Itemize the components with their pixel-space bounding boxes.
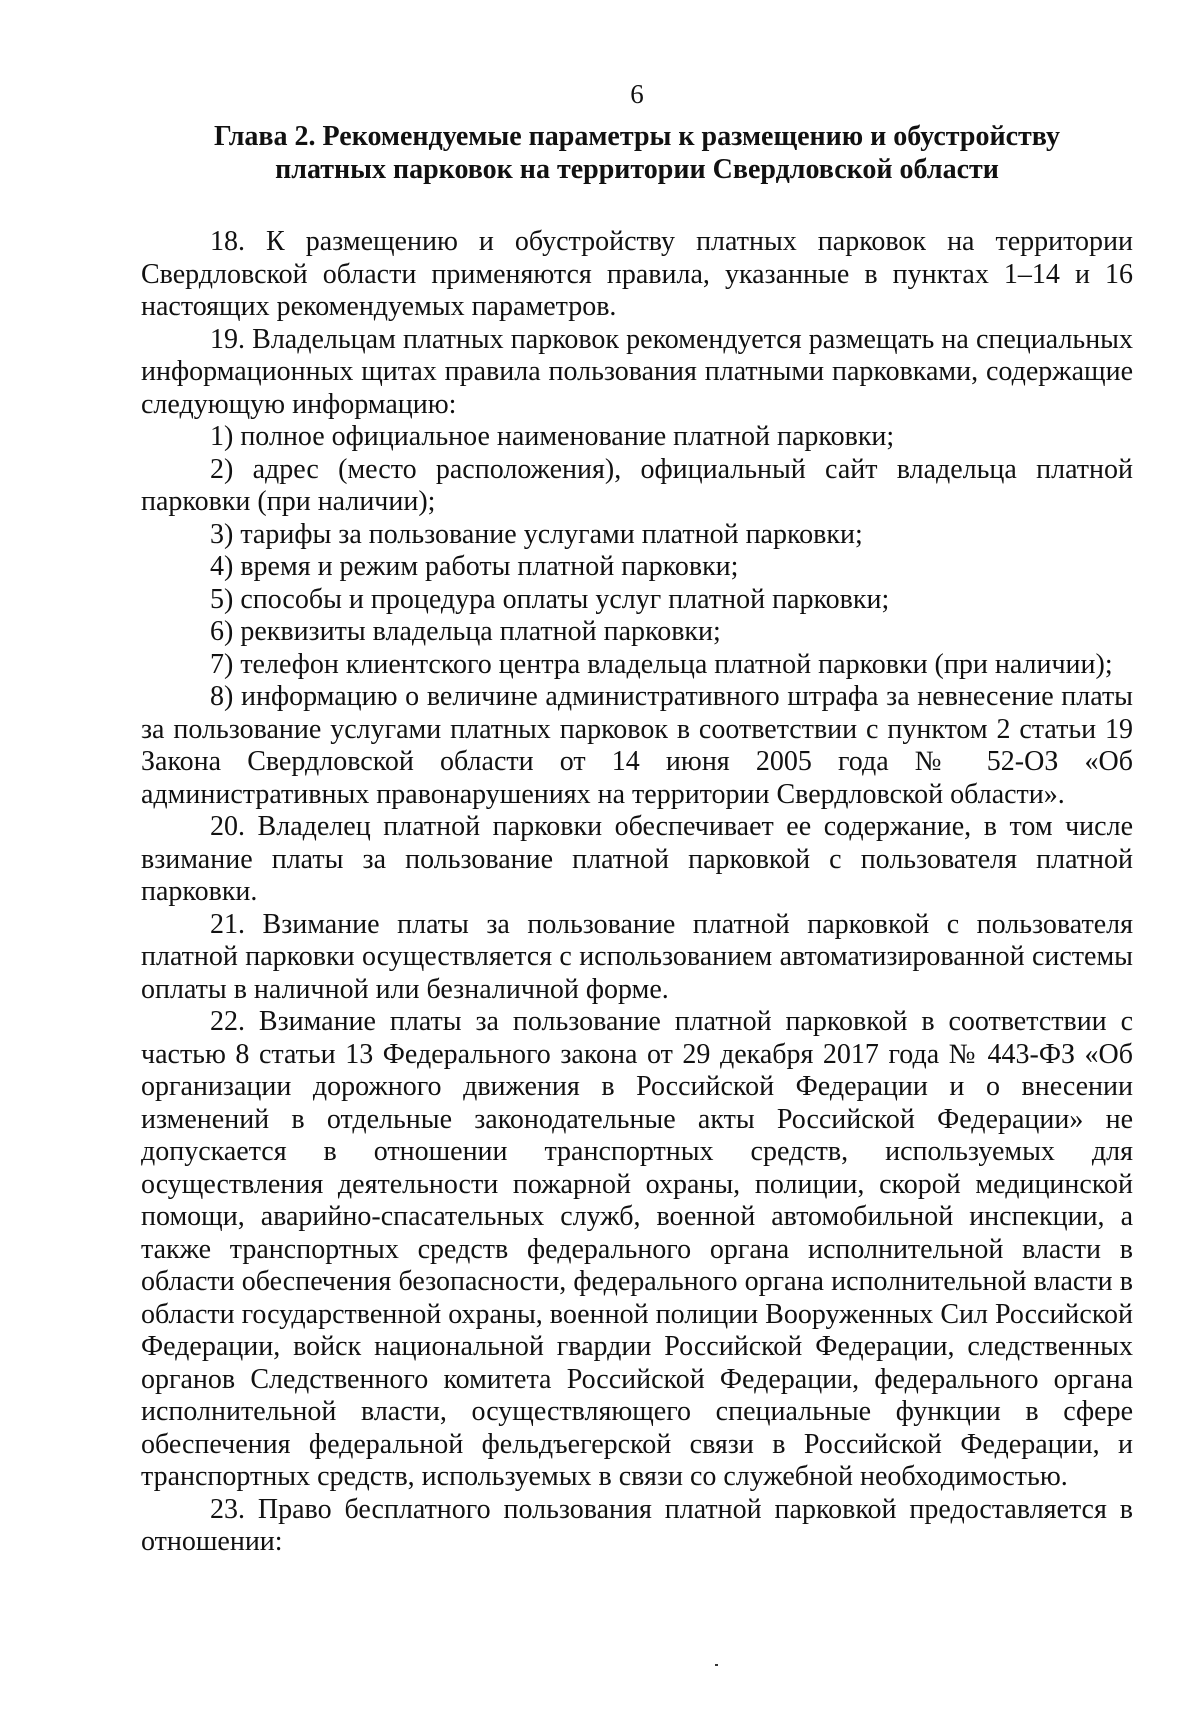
list-item-7: 7) телефон клиентского центра владельца платной парковки (при наличии); — [210, 648, 1113, 680]
list-item-3: 3) тарифы за пользование услугами платной парковки; — [210, 518, 863, 550]
list-item-6: 6) реквизиты владельца платной парковки; — [210, 616, 721, 647]
document-page — [141, 78, 1133, 1559]
paragraph-23: 23. Право бесплатного пользования платной парковкой предоставляется в отношении: — [141, 1493, 1133, 1557]
chapter-title — [141, 120, 1133, 186]
paragraph-21: 21. Взимание платы за пользование платной парковкой с пользователя платной парковки осуществляется с использованием автоматизированной системы оплаты в наличной или безналичной форме. — [141, 908, 1133, 1005]
document-body — [141, 226, 1133, 1559]
page-number: 6 — [630, 79, 644, 109]
list-item-2: 2) адрес (место расположения), официальный сайт владельца платной парковки (при наличии); — [141, 453, 1133, 517]
chapter-title-line: Глава 2. Рекомендуемые параметры к размещению и обустройству — [214, 121, 1060, 152]
list-item-5: 5) способы и процедура оплаты услуг платной парковки; — [210, 583, 890, 615]
paragraph-20: 20. Владелец платной парковки обеспечивает ее содержание, в том числе взимание платы за пользование платной парковкой с пользователя платной парковки. — [141, 811, 1133, 907]
list-item-1: 1) полное официальное наименование платной парковки; — [210, 421, 895, 452]
paragraph-18: 18. К размещению и обустройству платных парковок на территории Свердловской области применяются правила, указанные в пунктах 1–14 и 16 настоящих рекомендуемых параметров. — [141, 226, 1133, 322]
chapter-title-line: платных парковок на территории Свердловской области — [275, 154, 999, 185]
list-item-4: 4) время и режим работы платной парковки; — [210, 551, 739, 582]
paragraph-19: 19. Владельцам платных парковок рекомендуется размещать на специальных информационных щитах правила пользования платными парковками, содержащие следующую информацию: — [141, 323, 1133, 420]
scan-dot-mark — [715, 1664, 718, 1666]
list-item-8: 8) информацию о величине административного штрафа за невнесение платы за пользование услугами платных парковок в соответствии с пунктом 2 статьи 19 Закона Свердловской области от 14 июня 2005 года № 52-ОЗ «Об административных правонарушениях на территории Свердловской области». — [141, 681, 1133, 810]
paragraph-22: 22. Взимание платы за пользование платной парковкой в соответствии с частью 8 статьи 13 Федерального закона от 29 декабря 2017 года № 443-ФЗ «Об организации дорожного движения в Российской Федерации и о внесении изменений в отдельные законодательные акты Российской Федерации» не допускается в отношении транспортных средств, используемых для осуществления деятельности пожарной охраны, полиции, скорой медицинской помощи, аварийно-спасательных служб, военной автомобильной инспекции, а также транспортных средств федерального органа исполнительной власти в области обеспечения безопасности, федерального органа исполнительной власти в области государственной охраны, военной полиции Вооруженных Сил Российской Федерации, войск национальной гвардии Российской Федерации, следственных органов Следственного комитета Российской Федерации, федерального органа исполнительной власти, осуществляющего специальные функции в сфере обеспечения федеральной фельдъегерской связи в Российской Федерации, и транспортных средств, используемых в связи со служебной необходимостью. — [141, 1006, 1133, 1492]
